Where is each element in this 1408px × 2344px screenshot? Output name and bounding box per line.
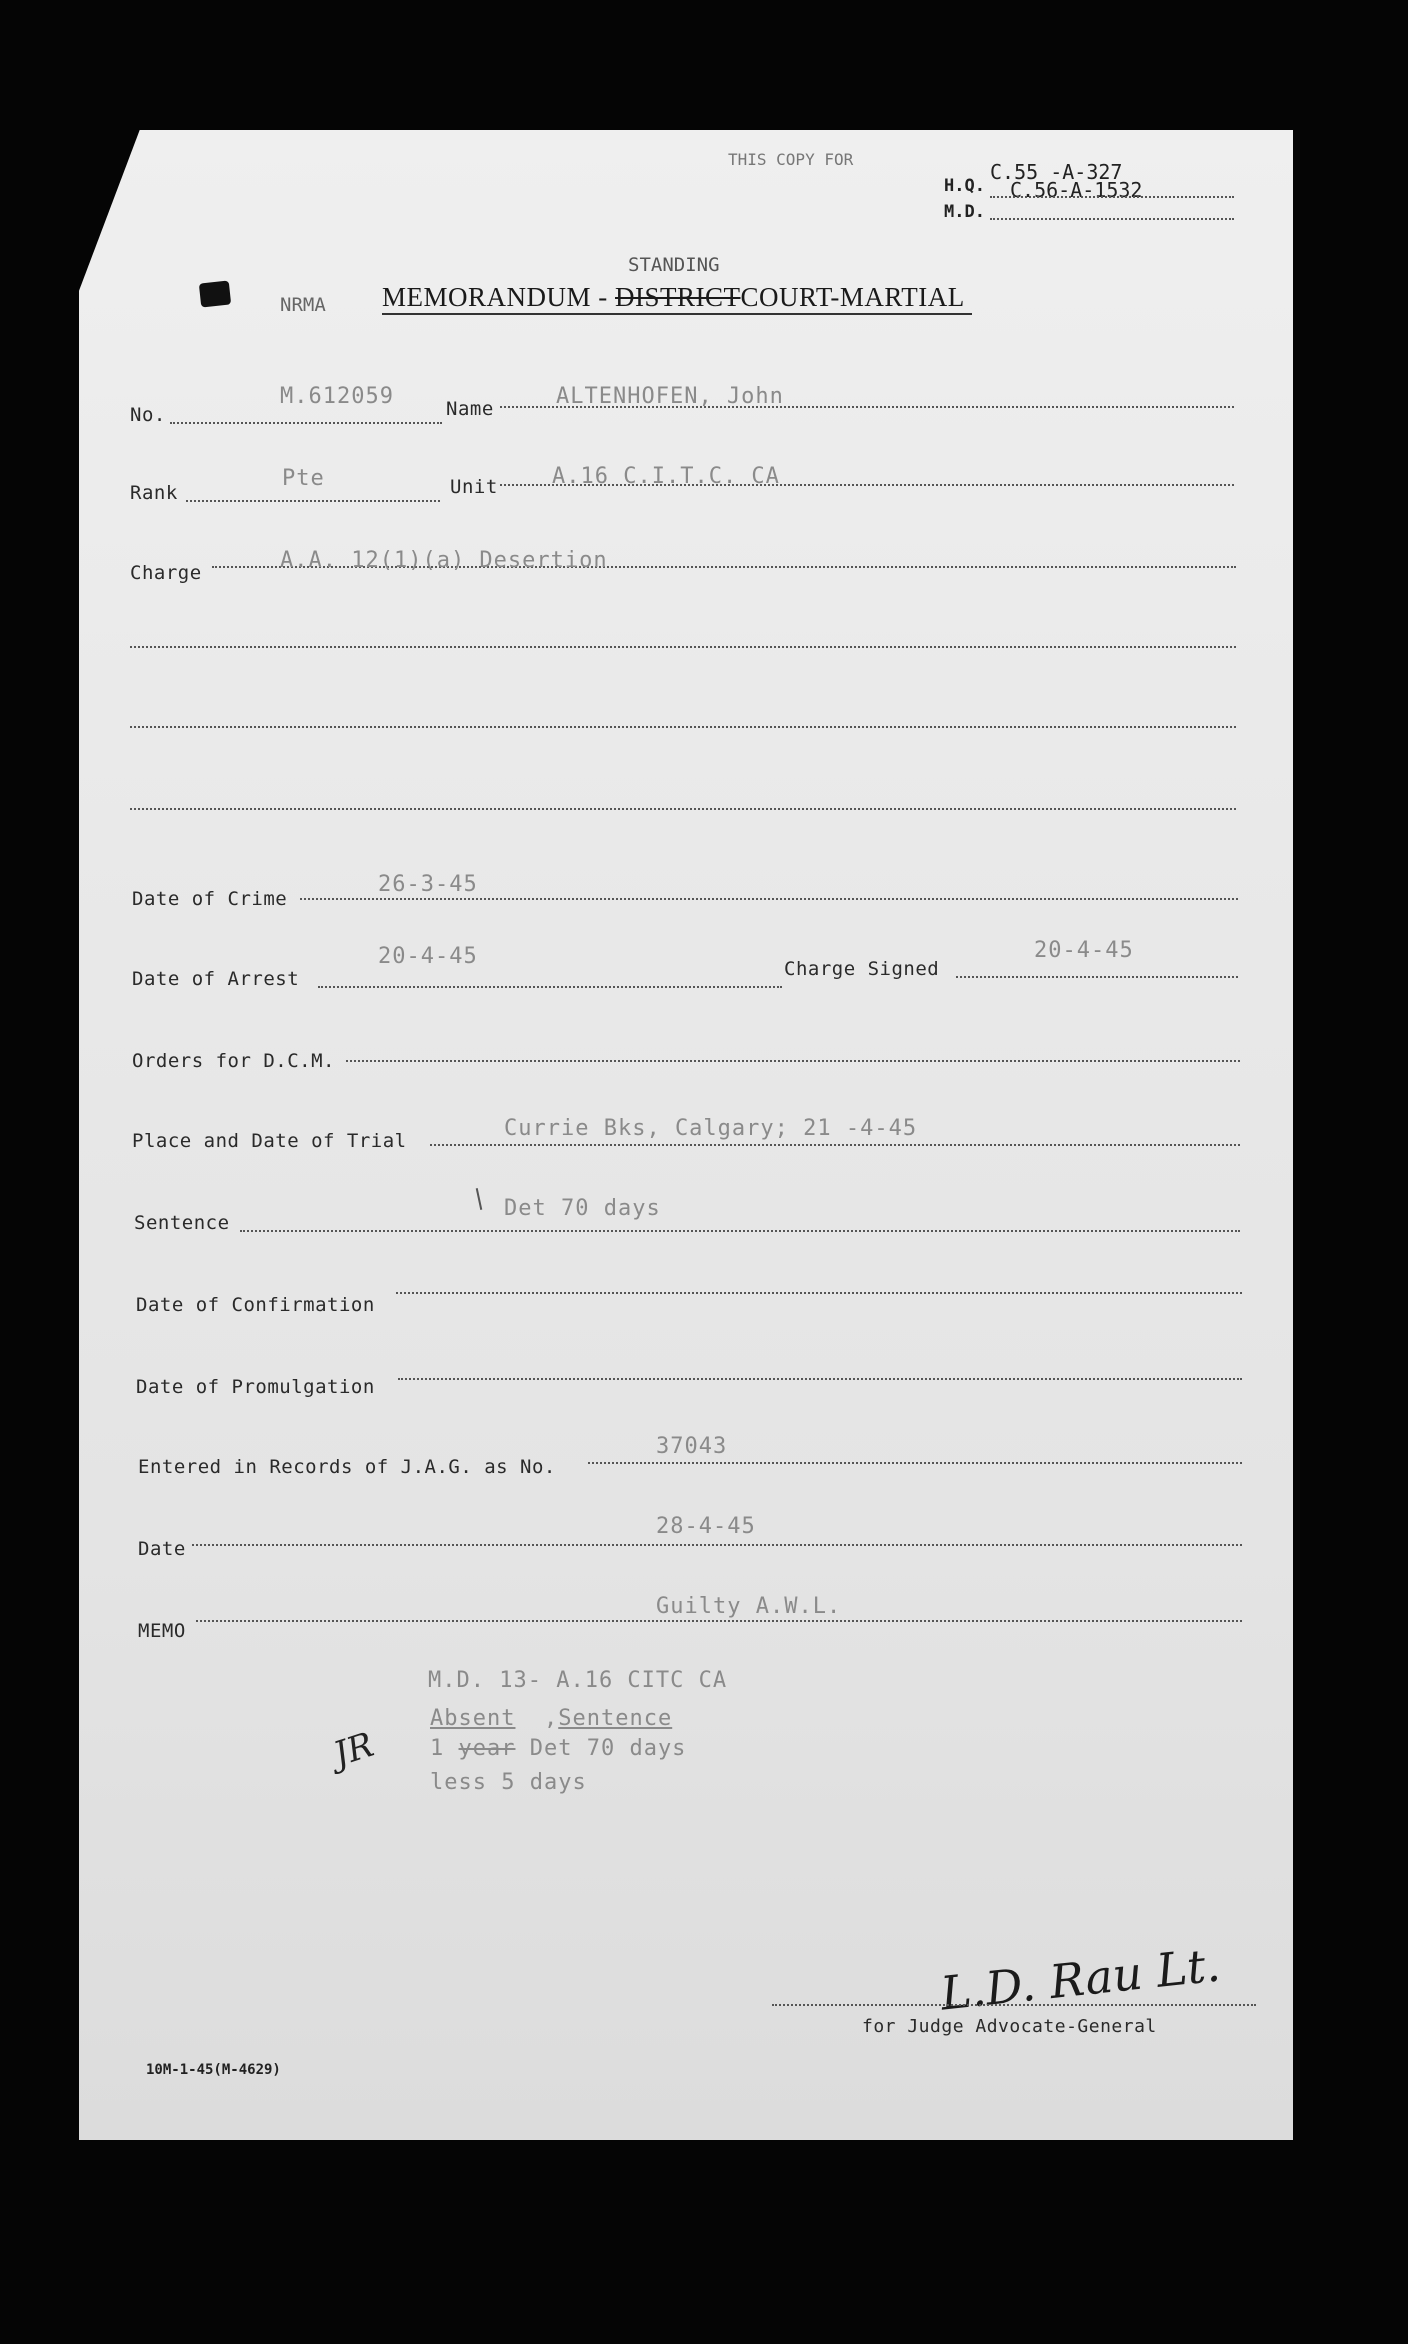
charge-line-3 [130, 726, 1236, 728]
jag-value: 37043 [656, 1434, 728, 1459]
date-arrest-line [318, 986, 782, 988]
promulgation-line [398, 1378, 1242, 1380]
title-standing: STANDING [628, 254, 720, 276]
note-line-4: less 5 days [430, 1770, 587, 1795]
date-label: Date [138, 1538, 186, 1560]
date-crime-value: 26-3-45 [378, 872, 478, 897]
confirmation-label: Date of Confirmation [136, 1294, 375, 1316]
rank-line [186, 500, 440, 502]
date-value: 28-4-45 [656, 1514, 756, 1539]
hq-label: H.Q. [944, 176, 985, 196]
date-line [192, 1544, 1242, 1546]
no-label: No. [130, 404, 166, 426]
nrma-label: NRMA [280, 294, 326, 316]
initials-mark: JR [328, 1724, 379, 1776]
confirmation-line [396, 1292, 1242, 1294]
memo-label: MEMO [138, 1620, 186, 1642]
place-line [430, 1144, 1240, 1146]
jag-label: Entered in Records of J.A.G. as No. [138, 1456, 556, 1478]
orders-line [346, 1060, 1240, 1062]
place-value: Currie Bks, Calgary; 21 -4-45 [504, 1116, 918, 1141]
charge-value: A.A. 12(1)(a) Desertion [280, 548, 608, 573]
orders-label: Orders for D.C.M. [132, 1050, 335, 1072]
note-sentence: Sentence [558, 1706, 673, 1731]
signature-line [772, 2004, 1256, 2006]
memo-title [382, 282, 965, 313]
charge-signed-value: 20-4-45 [1034, 938, 1134, 963]
title-underline [382, 313, 972, 315]
note-line-2 [430, 1706, 672, 1731]
no-line [170, 422, 442, 424]
charge-signed-label: Charge Signed [784, 958, 940, 980]
rank-value: Pte [282, 466, 325, 491]
note-line-1: M.D. 13- A.16 CITC CA [428, 1668, 728, 1693]
charge-signed-line [956, 976, 1238, 978]
date-arrest-label: Date of Arrest [132, 968, 300, 990]
date-crime-line [300, 898, 1238, 900]
name-label: Name [446, 398, 494, 420]
title-court-martial: COURT-MARTIAL [740, 282, 965, 312]
unit-value: A.16 C.I.T.C. CA [552, 464, 780, 489]
unit-label: Unit [450, 476, 498, 498]
sentence-label: Sentence [134, 1212, 230, 1234]
memo-line [196, 1620, 1242, 1622]
sentence-line [240, 1230, 1240, 1232]
ref-number-1: C.55 -A-327 [990, 160, 1123, 184]
date-crime-label: Date of Crime [132, 888, 288, 910]
md-line [990, 218, 1234, 220]
title-district-struck: DISTRICT [615, 282, 741, 312]
md-label: M.D. [944, 202, 985, 222]
note-line-3 [430, 1736, 686, 1761]
form-code: 10M-1-45(M-4629) [146, 2062, 281, 2078]
ref-number-2: C.56-A-1532 [1010, 178, 1143, 202]
rank-label: Rank [130, 482, 178, 504]
copy-stamp: THIS COPY FOR [728, 150, 854, 169]
note-line-3-end: Det 70 days [529, 1736, 687, 1761]
note-absent: Absent [430, 1706, 516, 1731]
promulgation-label: Date of Promulgation [136, 1376, 375, 1398]
jag-line [588, 1462, 1242, 1464]
punch-mark [199, 280, 231, 307]
charge-label: Charge [130, 562, 202, 584]
memo-value: Guilty A.W.L. [656, 1594, 842, 1619]
date-arrest-value: 20-4-45 [378, 944, 478, 969]
charge-line-2 [130, 646, 1236, 648]
sentence-value: Det 70 days [504, 1196, 661, 1221]
charge-line-4 [130, 808, 1236, 810]
signature: L.D. Rau Lt. [937, 1937, 1223, 2021]
for-jag-label: for Judge Advocate-General [862, 2016, 1157, 2037]
place-label: Place and Date of Trial [132, 1130, 407, 1152]
no-value: M.612059 [280, 384, 394, 409]
name-value: ALTENHOFEN, John [556, 384, 784, 409]
hq-line [990, 196, 1234, 198]
note-comma: , [529, 1706, 559, 1731]
title-memorandum: MEMORANDUM - [382, 282, 608, 312]
note-line-3-start: 1 [430, 1736, 445, 1761]
note-line-3-struck: year [458, 1736, 516, 1761]
